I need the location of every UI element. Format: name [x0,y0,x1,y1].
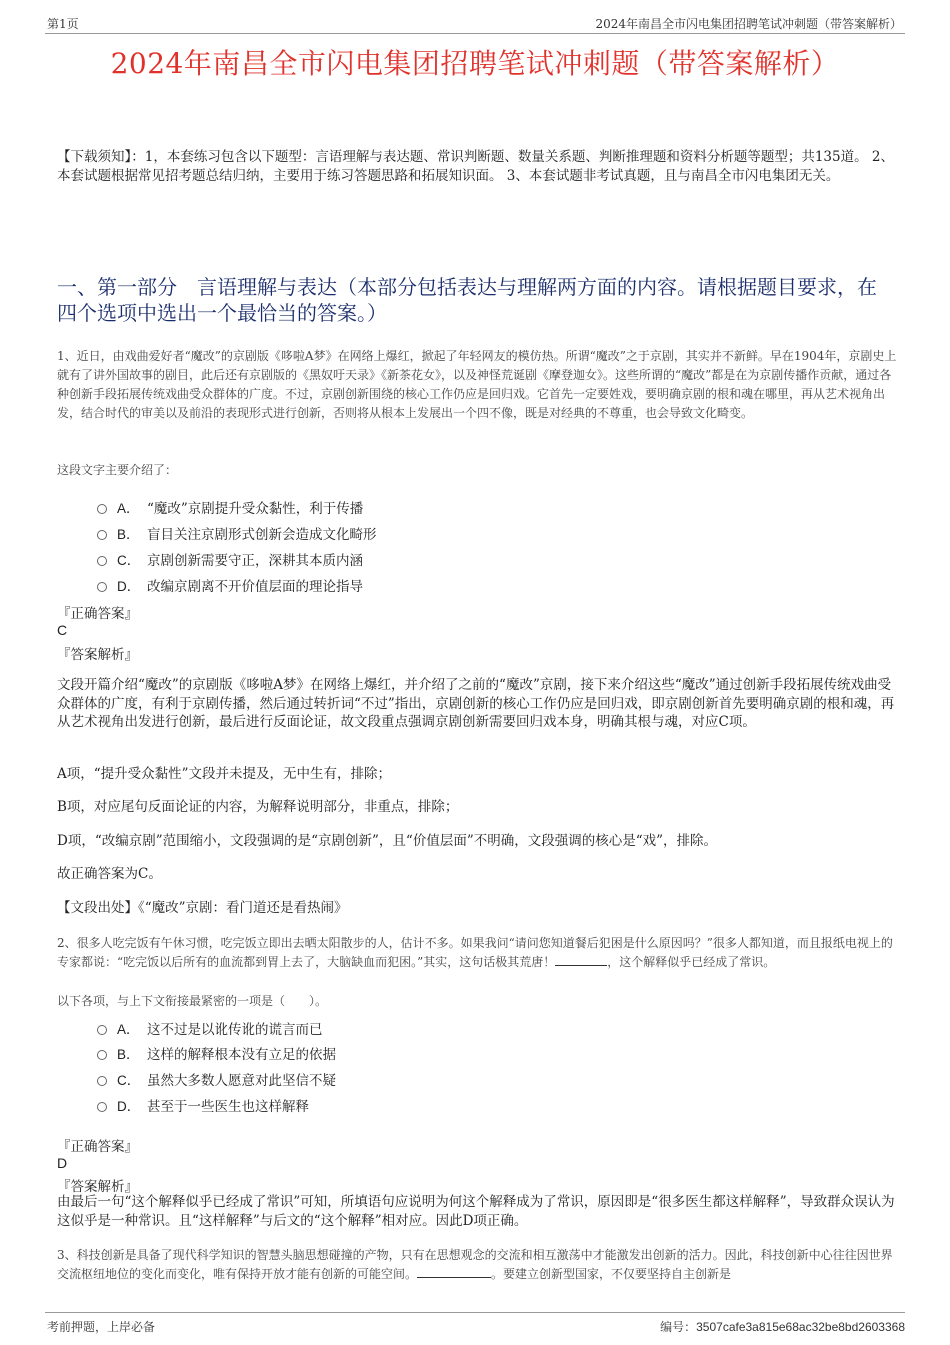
q1-conclusion: 故正确答案为C。 [57,866,162,882]
download-notice: 【下载须知】：1，本套练习包含以下题型：言语理解与表达题、常识判断题、数量关系题、判断推理题和资料分析题等题型；共135道。 2、本套试题根据常见招考题总结归纳，主要用于练习答题思路和拓展知识面。 3、本套试题非考试真题，且与南昌全市闪电集团无关。 [57,149,894,184]
q2-analysis-label: 『答案解析』 [57,1179,138,1195]
document-title: 2024年南昌全市闪电集团招聘笔试冲刺题（带答案解析） [110,47,840,80]
option-text: 这样的解释根本没有立足的依据 [147,1047,336,1063]
q1-option-d[interactable]: D． 改编京剧离不开价值层面的理论指导 [97,575,363,595]
q2-answer: D [57,1155,68,1171]
radio-icon[interactable] [97,1076,107,1086]
option-text: “魔改”京剧提升受众黏性，利于传播 [147,501,364,517]
q2-stem: 2、很多人吃完饭有午休习惯，吃完饭立即出去晒太阳散步的人，估计不多。如果我问“请问您知道餐后犯困是什么原因吗？”很多人都知道，而且报纸电视上的专家都说：“吃完饭以后所有的血流都到胃上去了，大脑缺血而犯困。”其实，这句话极其荒唐！ ，这个解释似乎已经成了常识。 [57,936,893,969]
footer-divider [45,1312,905,1313]
q1-note-b: B项，对应尾句反面论证的内容，为解释说明部分，非重点，排除； [57,799,459,815]
option-text: 这不过是以讹传讹的谎言而已 [147,1022,323,1038]
radio-icon[interactable] [97,582,107,592]
section-heading: 一、第一部分 言语理解与表达（本部分包括表达与理解两方面的内容。请根据题目要求，在四个选项中选出一个最恰当的答案。） [57,275,877,325]
q1-question: 这段文字主要介绍了： [57,463,178,477]
q2-analysis: 由最后一句“这个解释似乎已经成了常识”可知，所填语句应说明为何这个解释成为了常识，原因即是“很多医生都这样解释”，导致群众误认为这似乎是一种常识。且“这样解释”与后文的“这个解释”相对应。因此D项正确。 [57,1194,895,1229]
q1-stem: 1、近日，由戏曲爱好者“魔改”的京剧版《哆啦A梦》在网络上爆红，掀起了年轻网友的模仿热。所谓“魔改”之于京剧，其实并不新鲜。早在1904年，京剧史上就有了讲外国故事的剧目，此后还有京剧版的《黑奴吁天录》《新茶花女》，以及神怪荒诞剧《摩登迦女》。这些所谓的“魔改”都是在为京剧传播作贡献，通过各种创新手段拓展传统戏曲受众群体的广度。不过，京剧创新围绕的核心工作仍应是回归戏。它首先一定要姓戏，要明确京剧的根和魂在哪里，再从艺术视角出发，结合时代的审美以及前沿的表现形式进行创新，否则将从根本上发展出一个四不像，既是对经典的不尊重，也会导致文化畸变。 [57,349,897,420]
q2-answer-label: 『正确答案』 [57,1139,138,1155]
radio-icon[interactable] [97,504,107,514]
document-code: 编号：3507cafe3a815e68ac32be8bd2603368 [660,1320,905,1334]
q1-option-a[interactable]: A． “魔改”京剧提升受众黏性，利于传播 [97,497,363,517]
q3-stem: 3、科技创新是具备了现代科学知识的智慧头脑思想碰撞的产物，只有在思想观念的交流和相互激荡中才能激发出创新的活力。因此，科技创新中心往往因世界交流枢纽地位的变化而变化，唯有保持开放才能有创新的可能空间。 。要建立创新型国家，不仅要坚持自主创新是 [57,1248,893,1281]
q1-option-c[interactable]: C． 京剧创新需要守正，深耕其本质内涵 [97,549,363,569]
option-text: 京剧创新需要守正，深耕其本质内涵 [147,553,363,569]
q2-option-b[interactable]: B． 这样的解释根本没有立足的依据 [97,1043,336,1063]
option-text: 甚至于一些医生也这样解释 [147,1099,309,1115]
q2-option-a[interactable]: A． 这不过是以讹传讹的谎言而已 [97,1018,323,1038]
q1-answer-label: 『正确答案』 [57,606,138,622]
page-number: 第1页 [47,17,79,31]
radio-icon[interactable] [97,556,107,566]
q1-analysis-label: 『答案解析』 [57,647,138,663]
q1-note-d: D项，“改编京剧”范围缩小，文段强调的是“京剧创新”，且“价值层面”不明确，文段强调的核心是“戏”，排除。 [57,833,718,849]
radio-icon[interactable] [97,530,107,540]
option-text: 盲目关注京剧形式创新会造成文化畸形 [147,527,377,543]
footer-slogan: 考前押题，上岸必备 [47,1320,156,1334]
header-divider [45,33,905,34]
option-text: 改编京剧离不开价值层面的理论指导 [147,579,363,595]
radio-icon[interactable] [97,1102,107,1112]
q2-option-d[interactable]: D． 甚至于一些医生也这样解释 [97,1095,309,1115]
q2-option-c[interactable]: C． 虽然大多数人愿意对此坚信不疑 [97,1069,336,1089]
q1-answer: C [57,622,68,638]
q2-question: 以下各项，与上下文衔接最紧密的一项是（ ）。 [57,994,328,1008]
radio-icon[interactable] [97,1025,107,1035]
q1-note-a: A项，“提升受众黏性”文段并未提及，无中生有，排除； [57,766,392,782]
radio-icon[interactable] [97,1050,107,1060]
q1-source: 【文段出处】《“魔改”京剧：看门道还是看热闹》 [57,900,348,916]
q1-analysis: 文段开篇介绍“魔改”的京剧版《哆啦A梦》在网络上爆红，并介绍了之前的“魔改”京剧，接下来介绍这些“魔改”通过创新手段拓展传统戏曲受众群体的广度，有利于京剧传播，然后通过转折词“不过”指出，京剧创新的核心工作仍应是回归戏，即京剧创新首先要明确京剧的根和魂，再从艺术视角出发进行创新，最后进行反面论证，故文段重点强调京剧创新需要回归戏本身，明确其根与魂，对应C项。 [57,677,895,730]
option-text: 虽然大多数人愿意对此坚信不疑 [147,1073,336,1089]
fill-blank [417,1265,491,1278]
running-title: 2024年南昌全市闪电集团招聘笔试冲刺题（带答案解析） [595,17,902,31]
q1-option-b[interactable]: B． 盲目关注京剧形式创新会造成文化畸形 [97,523,377,543]
fill-blank [555,953,607,966]
